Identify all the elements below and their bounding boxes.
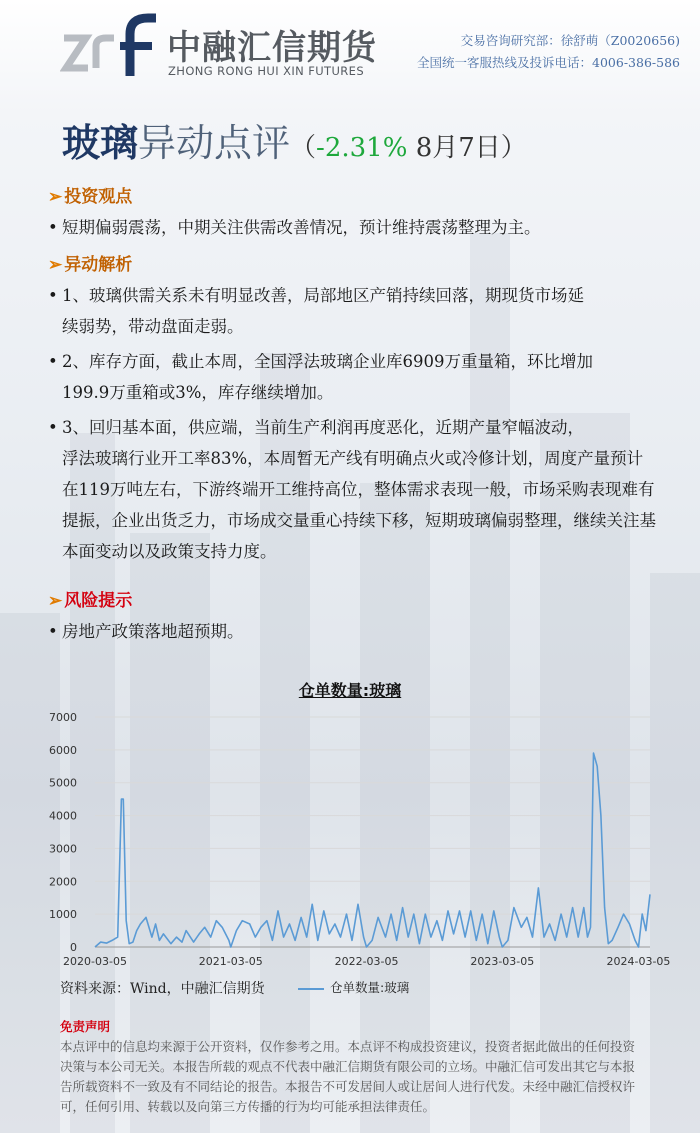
bullet-icon: • — [48, 622, 58, 641]
y-tick-label: 3000 — [49, 842, 77, 856]
y-tick-label: 5000 — [49, 776, 77, 790]
x-tick-label: 2020-03-05 — [63, 955, 127, 968]
disclaimer-title: 免责声明 — [60, 1019, 111, 1034]
company-logo — [60, 12, 380, 82]
analysis-item-2: • 2、库存方面，截止本周，全国浮法玻璃企业库6909万重量箱，环比增加 199.9万重箱或3%，库存继续增加。 — [48, 346, 658, 408]
title-date: 8月7日） — [407, 133, 527, 163]
view-paragraph: • 短期偏弱震荡，中期关注供需改善情况，预计维持震荡整理为主。 — [48, 212, 658, 243]
arrow-icon: ➢ — [48, 187, 63, 207]
series-line — [95, 753, 650, 947]
arrow-icon: ➢ — [48, 591, 63, 611]
y-tick-label: 0 — [70, 941, 77, 954]
analysis-item-1: • 1、玻璃供需关系未有明显改善，局部地区产销持续回落，期现货市场延 续弱势，带动盘面走弱。 — [48, 280, 658, 342]
title-change-pct: -2.31% — [316, 133, 408, 163]
logo-mark-icon — [60, 12, 164, 82]
chart-legend — [298, 978, 409, 996]
bullet-icon: • — [48, 286, 58, 305]
legend-label: 仓单数量:玻璃 — [330, 980, 410, 995]
y-tick-label: 7000 — [49, 711, 77, 724]
analyst-line: 交易咨询研究部：徐舒萌（Z0020656) — [460, 33, 680, 48]
contact-info — [417, 30, 680, 74]
y-tick-label: 2000 — [49, 875, 77, 889]
section-heading-risk: ➢ 风险提示 — [48, 591, 133, 611]
bullet-icon: • — [48, 352, 58, 371]
disclaimer-text: 本点评中的信息均来源于公开资料，仅作参考之用。本点评不构成投资建议，投资者据此做出的任何投资决策与本公司无关。本报告所载的观点不代表中融汇信期货有限公司的立场。中融汇信可发出其它与本报告所载资料不一致及有不同结论的报告。本报告不可发居间人或让居间人进行代发。未经中融汇信授权许可，任何引用、转载以及向第三方传播的行为均可能承担法律责任。 — [60, 1039, 636, 1114]
bullet-icon: • — [48, 218, 58, 237]
title-paren-open: （ — [290, 133, 317, 163]
chart-title: 仓单数量:玻璃 — [298, 681, 402, 700]
data-source: 资料来源：Wind，中融汇信期货 — [60, 981, 265, 997]
analysis-item-3: • 3、回归基本面，供应端，当前生产利润再度恶化，近期产量窄幅波动， 浮法玻璃行业开工率83%，本周暂无产线有明确点火或冷修计划，周度产量预计在119万吨左右，下游终端开工维持高位，整体需求表现一般，市场采购表现难有提振，企业出货乏力，市场成交量重心持续下移，短期玻璃偏弱整理，继续关注基本面变动以及政策支持力度。 — [48, 412, 658, 567]
x-tick-label: 2024-03-05 — [606, 955, 671, 968]
x-tick-label: 2023-03-05 — [470, 955, 535, 968]
hotline-line: 全国统一客服热线及投诉电话：4006-386-586 — [417, 55, 680, 70]
bullet-icon: • — [48, 418, 58, 437]
y-tick-label: 1000 — [49, 908, 77, 922]
legend-line-swatch — [298, 988, 324, 990]
x-tick-label: 2021-03-05 — [198, 955, 263, 968]
logo-chinese-name: 中融汇信期货 — [167, 28, 377, 68]
title-commodity: 玻璃 — [62, 120, 139, 165]
risk-paragraph: • 房地产政策落地超预期。 — [48, 616, 658, 647]
warehouse-receipt-chart — [0, 700, 700, 975]
section-heading-analysis: ➢ 异动解析 — [48, 255, 133, 275]
y-tick-label: 6000 — [49, 743, 77, 757]
arrow-icon: ➢ — [48, 255, 63, 275]
y-tick-label: 4000 — [49, 809, 77, 823]
title-report-type: 异动点评 — [138, 121, 291, 165]
logo-english-name: ZHONG RONG HUI XIN FUTURES — [168, 64, 365, 78]
section-heading-view: ➢ 投资观点 — [48, 187, 133, 207]
x-tick-label: 2022-03-05 — [334, 955, 399, 968]
page-title — [62, 112, 527, 167]
